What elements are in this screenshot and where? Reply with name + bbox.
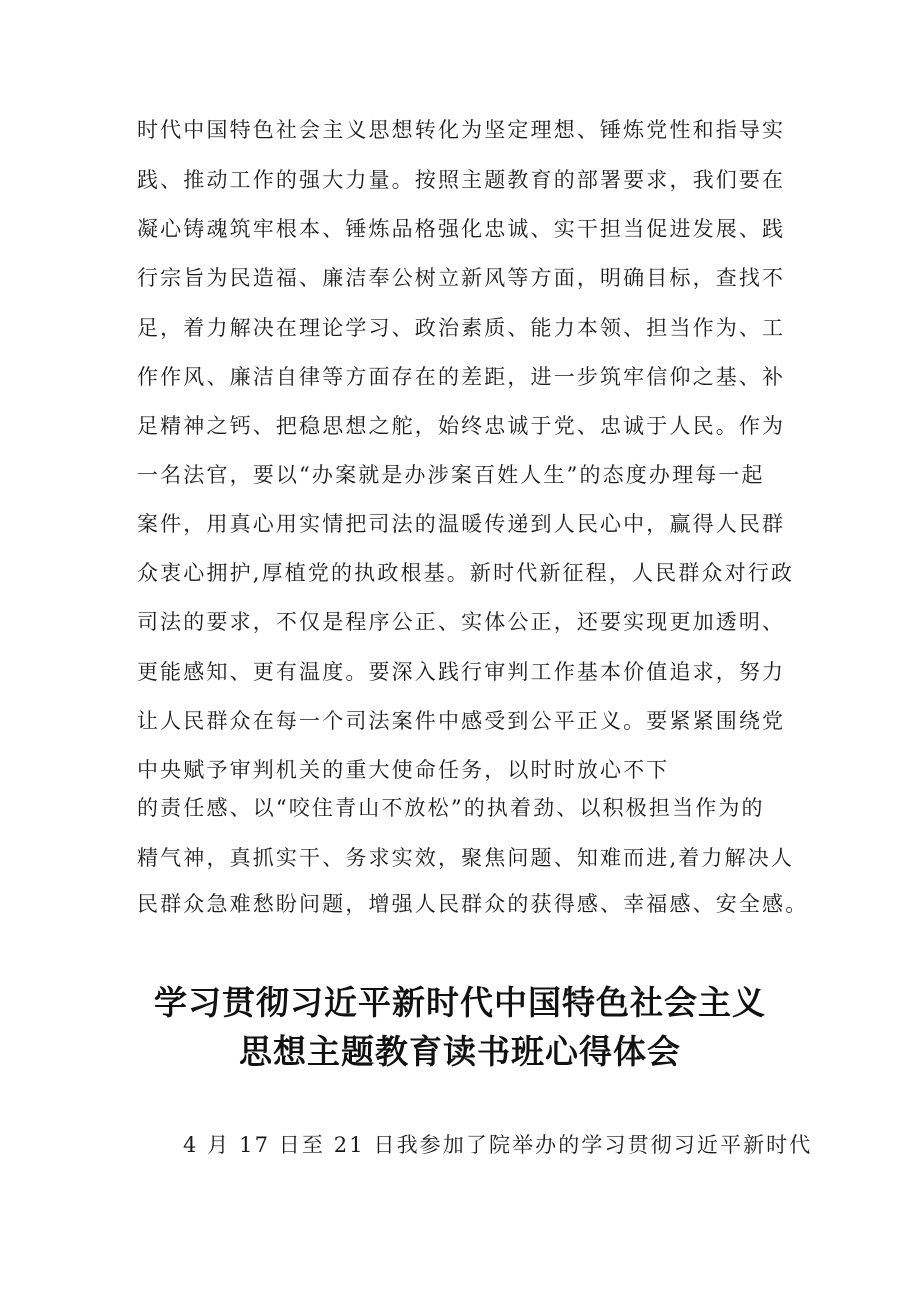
paragraph-line: 中央赋予审判机关的重大使命任务，以时时放心不下 [137, 758, 670, 782]
paragraph-line: 众衷心拥护,厚植党的执政根基。新时代新征程，人民群众对行政 [137, 561, 795, 585]
paragraph-line: 行宗旨为民造福、廉洁奉公树立新风等方面，明确目标，查找不 [137, 266, 786, 290]
paragraph-line: 作作风、廉洁自律等方面存在的差距，进一步筑牢信仰之基、补 [137, 365, 786, 389]
paragraph-line: 践、推动工作的强大力量。按照主题教育的部署要求，我们要在 [137, 168, 786, 192]
paragraph-line: 司法的要求，不仅是程序公正、实体公正，还要实现更加透明、 [137, 610, 786, 634]
paragraph-line: 一名法官，要以“办案就是办涉案百姓人生”的态度办理每一起 [137, 463, 765, 487]
paragraph-line: 凝心铸魂筑牢根本、锤炼品格强化忠诚、实干担当促进发展、践 [137, 217, 786, 241]
paragraph-line: 足，着力解决在理论学习、政治素质、能力本领、担当作为、工 [137, 316, 786, 340]
paragraph-line: 时代中国特色社会主义思想转化为坚定理想、锤炼党性和指导实 [137, 118, 786, 142]
title-line: 思想主题教育读书班心得体会 [239, 1032, 681, 1071]
paragraph-line: 精气神，真抓实干、务求实效，聚焦问题、知难而进,着力解决人 [137, 846, 795, 870]
paragraph-line: 案件，用真心用实情把司法的温暖传递到人民心中，赢得人民群 [137, 512, 786, 536]
intro-paragraph-line: 4 月 17 日至 21 日我参加了院举办的学习贯彻习近平新时代 [183, 1133, 813, 1157]
title-line: 学习贯彻习近平新时代中国特色社会主义 [154, 983, 766, 1022]
paragraph-line: 让人民群众在每一个司法案件中感受到公平正义。要紧紧围绕党 [137, 709, 786, 733]
paragraph-line: 民群众急难愁盼问题，增强人民群众的获得感、幸福感、安全感。 [137, 892, 809, 916]
paragraph-line: 的责任感、以“咬住青山不放松”的执着劲、以积极担当作为的 [137, 796, 765, 820]
paragraph-line: 更能感知、更有温度。要深入践行审判工作基本价值追求，努力 [137, 660, 786, 684]
paragraph-line: 足精神之钙、把稳思想之舵，始终忠诚于党、忠诚于人民。作为 [137, 414, 786, 438]
